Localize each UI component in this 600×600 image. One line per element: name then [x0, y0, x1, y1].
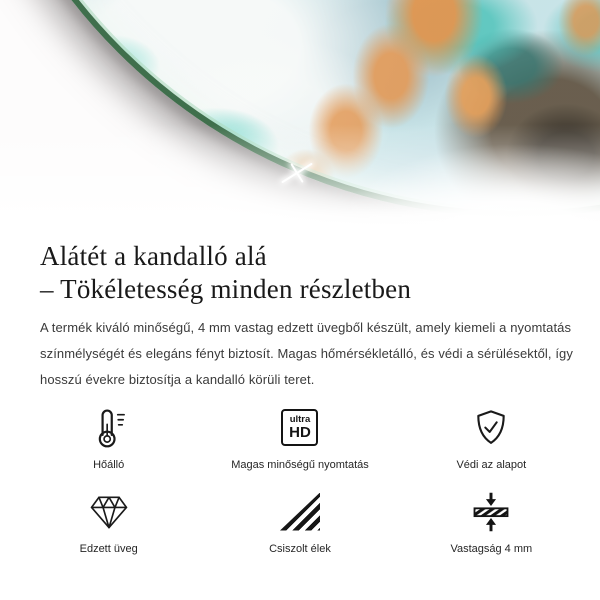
- description-line3: hosszú évekre biztosítja a kandalló körüli teret.: [40, 372, 315, 387]
- thermometer-icon: [87, 405, 131, 450]
- description-line1: A termék kiváló minőségű, 4 mm vastag edzett üvegből készült, amely kiemeli a nyomtatás: [40, 320, 572, 335]
- feature-label: Csiszolt élek: [269, 543, 331, 555]
- product-description-section: [0, 240, 600, 393]
- description-line2: színmélységét és elegáns fényt biztosít. Magas hőmérsékletálló, és védi a sérülésektől, így: [40, 346, 573, 361]
- glass-panel-image: [0, 0, 600, 217]
- product-description-text: [40, 315, 573, 393]
- thickness-arrows-icon: [469, 489, 513, 534]
- bevel-stripes-icon: [280, 489, 320, 534]
- shield-check-icon: [470, 405, 512, 450]
- ultra-hd-icon: [281, 405, 318, 450]
- diamond-icon: [86, 489, 132, 534]
- feature-protects-base: [456, 405, 526, 473]
- feature-thickness: [450, 489, 532, 557]
- feature-label: Hőálló: [93, 459, 125, 471]
- ultra-hd-icon-text-top: ultra: [289, 414, 311, 425]
- feature-heat-resistant: [87, 405, 131, 473]
- feature-tempered-glass: [80, 489, 138, 557]
- feature-grid: [13, 405, 587, 557]
- feature-polished-edges: [269, 489, 331, 557]
- feature-high-quality-print: [231, 405, 369, 473]
- ultra-hd-icon-text-bottom: HD: [289, 424, 311, 441]
- page-title: [40, 240, 560, 306]
- feature-label: Edzett üveg: [79, 543, 138, 555]
- page-title-line1: Alátét a kandalló alá: [40, 241, 267, 271]
- feature-label: Magas minőségű nyomtatás: [231, 459, 369, 471]
- product-photo: [0, 0, 600, 226]
- page-title-line2: – Tökéletesség minden részletben: [40, 274, 412, 304]
- feature-label: Védi az alapot: [456, 459, 527, 471]
- feature-label: Vastagság 4 mm: [450, 543, 533, 555]
